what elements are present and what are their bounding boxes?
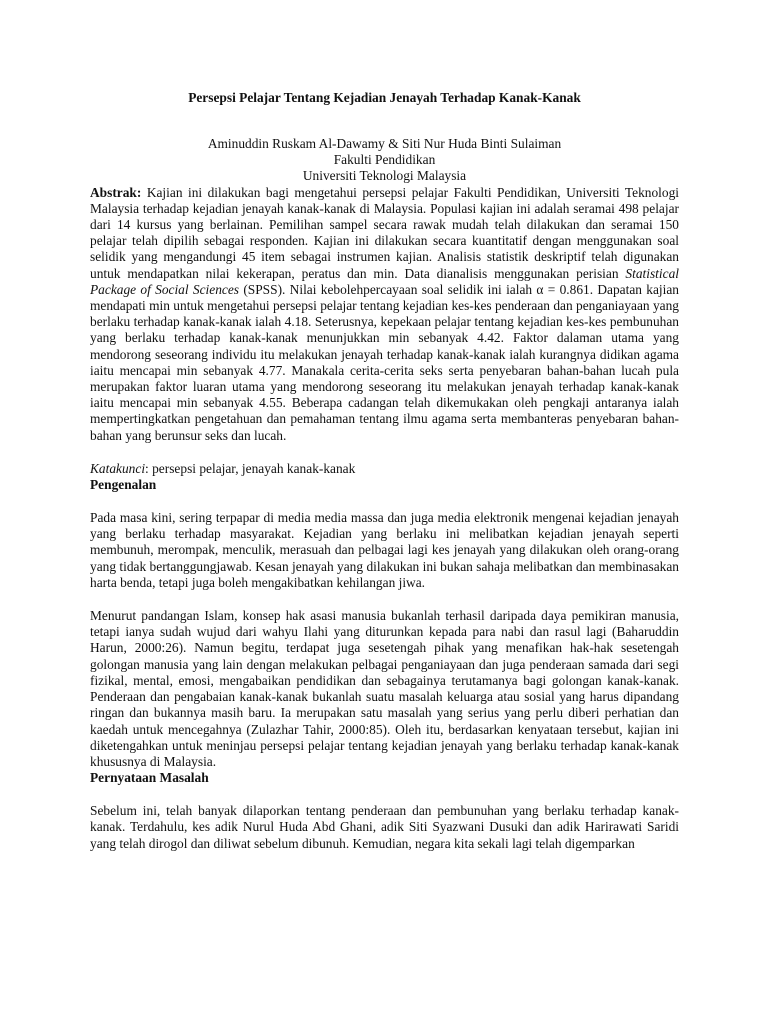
author-university: Universiti Teknologi Malaysia — [302, 168, 467, 184]
document-page — [90, 90, 679, 852]
keywords-text: : persepsi pelajar, jenayah kanak-kanak — [145, 460, 356, 476]
author-names: Aminuddin Ruskam Al-Dawamy & Siti Nur Huda Binti Sulaiman — [207, 136, 562, 151]
keywords-paragraph — [90, 461, 679, 477]
pernyataan-paragraph-1: Sebelum ini, telah banyak dilaporkan tentang penderaan dan pembunuhan yang berlaku terhadap kanak-kanak. Terdahulu, kes adik Nurul Huda Abd Ghani, adik Siti Syazwani Dusuki dan adik Harirawati Saridi yang telah dirogol dan diliwat sebelum dibunuh. Kemudian, negara kita sekali lagi telah digemparkan — [90, 803, 679, 851]
author-faculty: Fakulti Pendidikan — [333, 152, 436, 168]
abstract-text-part2: (SPSS). Nilai kebolehpercayaan soal selidik ini ialah α = 0.861. Dapatan kajian mendapati min untuk mengetahui persepsi pelajar tentang kejadian kes-kes penderaan dan penganiayaan yang berlaku terhadap kanak-kanak ialah 4.18. Seterusnya, kepekaan pelajar tentang kejadian kes-kes pembunuhan yang berlaku terhadap kanak-kanak menunjukkan min sebanyak 4.42. Faktor dalaman utama yang mendorong seseorang individu itu melakukan jenayah terhadap kanak-kanak ialah kurangnya didikan agama iaitu mencapai min sebanyak 4.77. Manakala cerita-cerita seks serta penyebaran bahan-bahan lucah pula merupakan faktor luaran utama yang mendorong seseorang itu melakukan jenayah terhadap kanak-kanak iaitu mencapai min sebanyak 4.55. Beberapa cadangan telah dikemukakan oleh pengkaji antaranya ialah mempertingkatkan pengetahuan dan pemahaman tentang ilmu agama serta membanteras penyebaran bahan-bahan yang berunsur seks dan lucah. — [90, 281, 680, 443]
paper-title: Persepsi Pelajar Tentang Kejadian Jenayah Terhadap Kanak-Kanak — [188, 90, 581, 105]
author-block — [90, 136, 679, 185]
abstract-label: Abstrak: — [90, 184, 142, 200]
abstract-software-name: Statistical Package of Social Sciences — [90, 265, 679, 297]
abstract-paragraph — [90, 185, 679, 444]
section-heading-pernyataan-masalah: Pernyataan Masalah — [90, 770, 209, 786]
pengenalan-paragraph-1: Pada masa kini, sering terpapar di media media massa dan juga media elektronik mengenai kejadian jenayah yang berlaku terhadap masyarakat. Kejadian yang berlaku ini melibatkan kejadian jenayah seperti membunuh, merompak, menculik, merasuah dan pelbagai lagi kes jenayah yang dilakukan oleh orang-orang yang tidak bertanggungjawab. Kesan jenayah yang dilakukan ini bukan sahaja melibatkan dan membinasakan harta benda, tetapi juga boleh mengakibatkan kehilangan jiwa. — [90, 510, 679, 590]
section-heading-pengenalan: Pengenalan — [90, 477, 157, 493]
abstract-text-part1: Kajian ini dilakukan bagi mengetahui persepsi pelajar Fakulti Pendidikan, Universiti Teknologi Malaysia terhadap kejadian jenayah kanak-kanak di Malaysia. Populasi kajian ini adalah seramai 498 pelajar dari 14 kursus yang berlainan. Pemilihan sampel secara rawak mudah telah dilakukan dan seramai 150 pelajar telah dipilih sebagai responden. Kajian ini dilakukan secara kuantitatif dengan menggunakan soal selidik yang mengandungi 45 item sebagai instrumen kajian. Analisis statistik deskriptif telah digunakan untuk mendapatkan nilai kekerapan, peratus dan min. Data dianalisis menggunakan perisian — [90, 184, 679, 281]
keywords-label: Katakunci — [90, 460, 146, 476]
pengenalan-paragraph-2: Menurut pandangan Islam, konsep hak asasi manusia bukanlah terhasil daripada daya pemikiran manusia, tetapi ianya sudah wujud dari wahyu Ilahi yang diturunkan kepada para nabi dan rasul lagi (Baharuddin Harun, 2000:26). Namun begitu, terdapat juga sesetengah pihak yang menafikan hak-hak sesetengah golongan manusia yang lain dengan melakukan pelbagai penganiayaan dan juga penderaan samada dari segi fizikal, mental, emosi, mengabaikan pendidikan dan sebagainya terutamanya bagi golongan kanak-kanak. Penderaan dan pengabaian kanak-kanak bukanlah suatu masalah keluarga atau sosial yang harus dipandang ringan dan bukannya masih baru. Ia merupakan satu masalah yang serius yang perlu diberi perhatian dan kaedah untuk mencegahnya (Zulazhar Tahir, 2000:85). Oleh itu, berdasarkan kenyataan tersebut, kajian ini diketengahkan untuk meninjau persepsi pelajar tentang kejadian jenayah yang berlaku terhadap kanak-kanak khususnya di Malaysia. — [90, 608, 679, 769]
